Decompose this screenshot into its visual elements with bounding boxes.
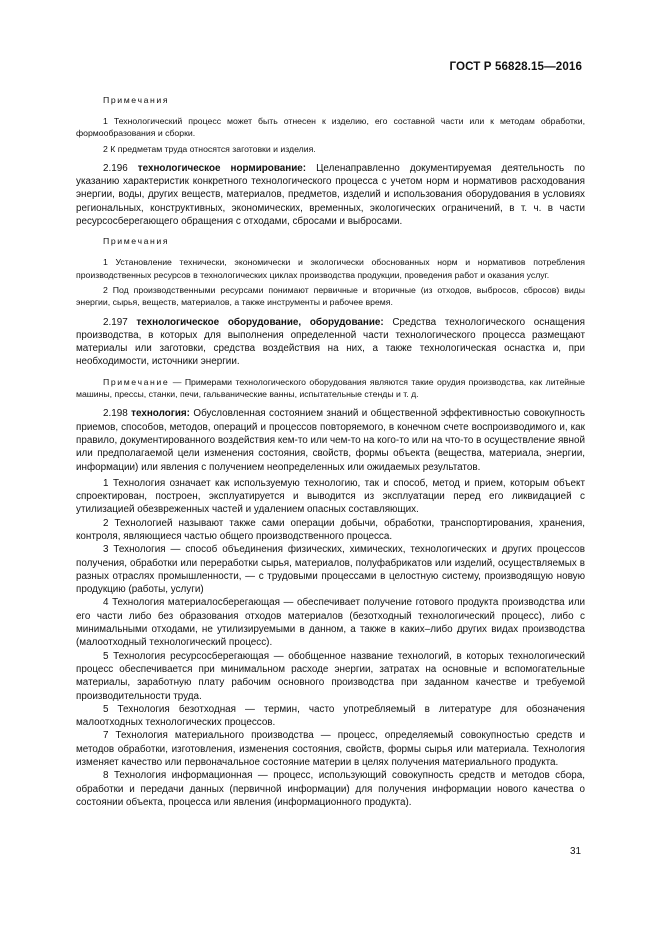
note-text: — Примерами технологического оборудования являются такие орудия производства, как литейные машины, прессы, станки, печи, гальванические ванны, испытательные стенды и т. д.	[76, 376, 585, 400]
term-subitem: 1 Технология означает как используемую технологию, так и способ, метод и прием, которым объект спроектирован, построен, эксплуатируется и выводится из эксплуатации перед его ликвидацией с утилизацией обезвреженных частей и удалением опасных составляющих.	[76, 477, 585, 516]
term-title: технологическое оборудование, оборудование:	[136, 316, 384, 328]
term-subitem: 8 Технология информационная — процесс, использующий совокупность средств и методов сбора, обработки и передачи данных (первичной информации) для получения информации нового качества о состоянии объекта, процесса или явления (информационного продукта).	[76, 770, 585, 808]
term-entry-2-198	[76, 407, 585, 473]
term-subitem: 7 Технология материального производства — процесс, определяемый совокупностью средств и методов обработки, изготовления, изменения состояния, свойств, формы сырья или материала. Технология изменяет качество или первоначальное состояние материи в целях получения материального продукта.	[76, 730, 585, 769]
term-definition: Целенаправленно документируемая деятельность по указанию характеристик конкретного технологического процесса с учетом норм и нормативов расходования энергии, воды, других веществ, материалов, предметов, изделий и использования оборудования в условиях региональных, конструктивных, экономических, временных, экологических ограничений, в т. ч. в части ресурсосберегающего обращения с отходами, сбросами и выбросами.	[76, 162, 585, 228]
term-subitem: 5 Технология ресурсосберегающая — обобщенное название технологий, в которых технологический процесс обеспечивается при минимальном расходе энергии, затратах на основные и вспомогательные материалы, заработную плату рабочим основного производства при заданном качестве и требуемой производительности труда.	[76, 650, 585, 702]
term-subitem: 4 Технология материалосберегающая — обеспечивает получение готового продукта производства или его части либо без образования отходов материалов (безотходный технологический процесс), либо с минимальными отходами, не утилизируемыми в данном, а также в каких–либо других видах производства (малоотходный технологический процесс).	[76, 597, 585, 649]
term-entry-2-196	[76, 162, 585, 228]
standard-header: ГОСТ Р 56828.15—2016	[449, 60, 582, 73]
term-subitem: 3 Технология — способ объединения физических, химических, технологических и других процессов получения, обработки или переработки сырья, материалов, полуфабрикатов или изделий, осуществляемых в разных отраслях промышленности, — с трудовыми процессами в целостную систему, производящую новую продукцию (работы, услуги)	[76, 544, 585, 596]
note-item: 1 Установление технически, экономически и экологически обоснованных норм и нормативов потребления производственных ресурсов в технологических циклах производства продукции, проведения работ и оказания услуг.	[76, 257, 585, 280]
term-number: 2.196	[103, 162, 128, 174]
term-number: 2.198	[103, 408, 128, 420]
note-item: 1 Технологический процесс может быть отнесен к изделию, его составной части или к методам обработки, формообразования и сборки.	[76, 115, 585, 139]
notes-heading: Примечания	[103, 236, 170, 247]
term-definition: Средства технологического оснащения производства, в которых для выполнения определенной части технологического процесса размещают материалы или заготовки, средства воздействия на них, а также технологическая оснастка и, при необходимости, источники энергии.	[76, 316, 585, 368]
term-title: технология:	[131, 408, 190, 420]
term-entry-2-197	[76, 316, 585, 369]
term-subitem: 2 Технологией называют также сами операции добычи, обработки, транспортирования, хранения, контроля, являющиеся частью общего производственного процесса.	[76, 517, 585, 542]
document-body	[76, 94, 585, 809]
term-subitem: 5 Технология безотходная — термин, часто употребляемый в литературе для обозначения малоотходных технологических процессов.	[76, 703, 585, 729]
note-single	[76, 376, 585, 401]
term-definition: Обусловленная состоянием знаний и общественной эффективностью совокупность приемов, способов, методов, операций и процессов повторяемого, в конечном счете воспроизводимого и, как правило, документированного воздействия кем-то или чем-то на кого-то или на что-то в осуществление явной или предполагаемой цели изменения состояния, свойств, формы объекта (вещества, материала, энергии, информации) или явления с получением неопределенных или ожидаемых результатов.	[76, 408, 586, 473]
term-number: 2.197	[103, 316, 128, 328]
term-title: технологическое нормирование:	[137, 162, 307, 174]
notes-heading: Примечания	[103, 95, 170, 105]
note-item: 2 К предметам труда относятся заготовки и изделия.	[103, 143, 316, 154]
note-label: Примечание	[103, 376, 170, 387]
page-number: 31	[570, 846, 581, 857]
note-item: 2 Под производственными ресурсами понимают первичные и вторичные (из отходов, выбросов, сбросов) виды энергии, сырья, веществ, материалов, а также инструменты и рабочее время.	[76, 284, 585, 308]
